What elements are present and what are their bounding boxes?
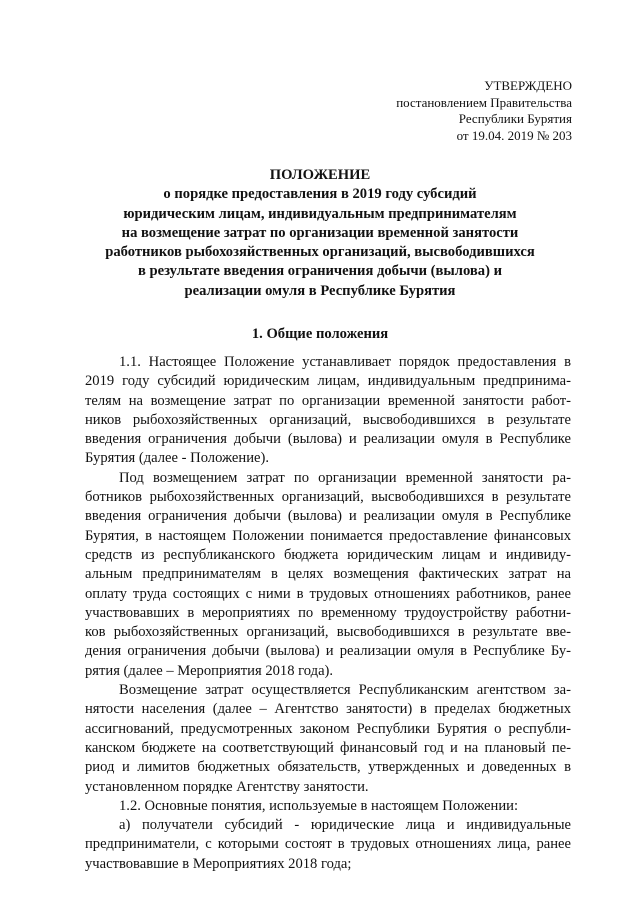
body-line: риод и лимитов бюджетных обязательств, утвержденных и доведенных в xyxy=(85,759,571,776)
body-line: ников рыбохозяйственных организаций, высвободившихся в результате xyxy=(85,411,571,428)
body-line: установленном порядке Агентству занятости. xyxy=(85,778,369,795)
body-line: телям на возмещение затрат по организации временной занятости работ- xyxy=(85,392,571,409)
body-line: Под возмещением затрат по организации временной занятости ра- xyxy=(119,469,571,486)
title-line-6: реализации омуля в Республике Бурятия xyxy=(184,282,456,299)
approval-line-1: УТВЕРЖДЕНО xyxy=(484,78,572,93)
body-line: а) получатели субсидий - юридические лица и индивидуальные xyxy=(119,817,571,834)
body-line: 1.2. Основные понятия, используемые в настоящем Положении: xyxy=(119,797,518,814)
title-line-2: юридическим лицам, индивидуальным предпринимателям xyxy=(123,205,517,222)
body-text xyxy=(85,353,571,874)
body-line: участвовавшие в Мероприятиях 2018 года; xyxy=(85,855,352,872)
body-line: 1.1. Настоящее Положение устанавливает порядок предоставления в xyxy=(119,354,571,370)
body-line: введения ограничения добычи (вылова) и реализации омуля в Республике xyxy=(85,431,571,448)
body-line: участвовавших в мероприятиях по временному трудоустройству работни- xyxy=(85,604,571,621)
title-line-4: работников рыбохозяйственных организаций, высвободившихся xyxy=(105,244,535,261)
body-line: введения ограничения добычи (вылова) и реализации омуля в Республике xyxy=(85,508,571,525)
body-line: канском бюджете на соответствующий финансовый год и на плановый пе- xyxy=(85,739,571,756)
body-line: нятости населения (далее – Агентство занятости) в пределах бюджетных xyxy=(85,701,571,718)
approval-line-4: от 19.04. 2019 № 203 xyxy=(456,127,572,143)
title-line-5: в результате введения ограничения добычи (вылова) и xyxy=(137,263,503,280)
approval-line-2: постановлением Правительства xyxy=(396,94,572,110)
body-line: ков рыбохозяйственных организаций, высвободившихся в результате вве- xyxy=(85,624,571,641)
body-line: Бурятия, в настоящем Положении понимается предоставление финансовых xyxy=(85,527,571,544)
title-line-3: на возмещение затрат по организации временной занятости xyxy=(121,224,519,241)
body-line: Возмещение затрат осуществляется Республиканским агентством за- xyxy=(119,682,571,699)
body-line: рятия (далее – Мероприятия 2018 года). xyxy=(85,662,334,679)
body-line: ботников рыбохозяйственных организаций, высвободившихся в результате xyxy=(85,489,571,506)
body-line: средств из республиканского бюджета юридическим лицам и индивиду- xyxy=(85,546,571,563)
body-line: дения ограничения добычи (вылова) и реализации омуля в Республике Бу- xyxy=(85,643,571,660)
body-line: оплату труда состоящих с ними в трудовых отношениях работников, ранее xyxy=(85,585,571,602)
section-heading: 1. Общие положения xyxy=(251,326,389,342)
body-line: ассигнований, предусмотренных законом Республики Бурятия о республи- xyxy=(85,720,571,737)
body-line: Бурятия (далее - Положение). xyxy=(85,450,269,467)
title-line-1: о порядке предоставления в 2019 году субсидий xyxy=(163,186,477,203)
title-heading: ПОЛОЖЕНИЕ xyxy=(269,167,371,183)
document-title xyxy=(60,166,580,301)
body-line: предприниматели, с которыми состоят в трудовых отношениях лица, ранее xyxy=(85,836,571,853)
approval-stamp xyxy=(396,78,572,144)
body-line: альным предпринимателям в целях возмещения фактических затрат на xyxy=(85,566,571,583)
approval-line-3: Республики Бурятия xyxy=(458,111,572,126)
body-line: 2019 году субсидий юридическим лицам, индивидуальным предпринима- xyxy=(85,373,571,390)
